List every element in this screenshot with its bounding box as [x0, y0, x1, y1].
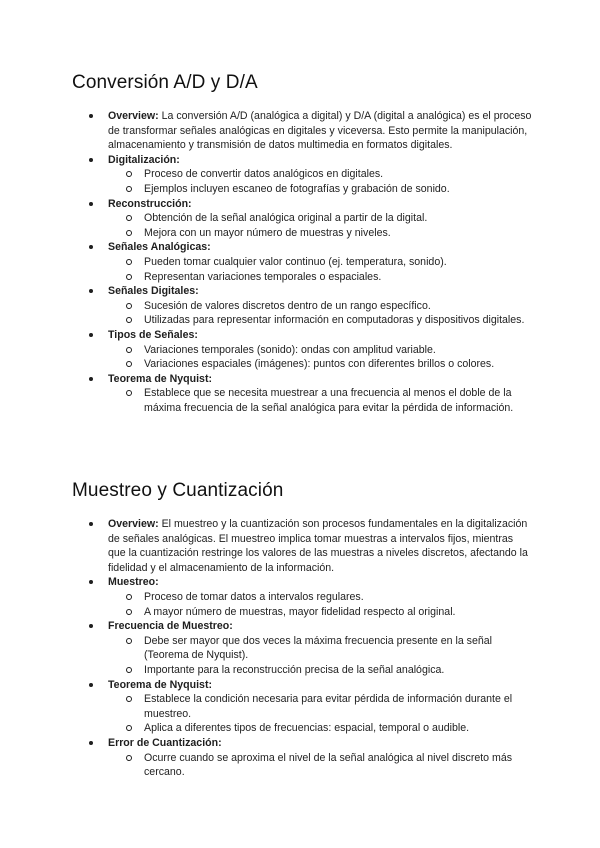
- list-item: [72, 678, 532, 736]
- item-term: Overview:: [108, 518, 159, 530]
- section-muestreo: [72, 478, 532, 780]
- list-item: [72, 284, 532, 328]
- sub-list: [108, 167, 532, 196]
- sub-item: Debe ser mayor que dos veces la máxima frecuencia presente en la señal (Teorema de Nyquist).: [108, 634, 532, 663]
- sub-item: Establece la condición necesaria para evitar pérdida de información durante el muestreo.: [108, 692, 532, 721]
- item-text: El muestreo y la cuantización son procesos fundamentales en la digitalización de señales analógicas. El muestreo implica tomar muestras a intervalos fijos, mientras que la cuantización restringe los valores de las muestras a niveles discretos, afectando la fidelidad y el almacenamiento de la información.: [108, 518, 528, 574]
- sub-item: Sucesión de valores discretos dentro de un rango específico.: [108, 299, 532, 314]
- list-item: [72, 328, 532, 372]
- sub-item: A mayor número de muestras, mayor fidelidad respecto al original.: [108, 605, 532, 620]
- item-term: Teorema de Nyquist:: [108, 372, 212, 385]
- list-item: [72, 197, 532, 241]
- list-item: [72, 153, 532, 197]
- list-item: [72, 619, 532, 677]
- section-conversion: [72, 70, 532, 415]
- list-item: [72, 372, 532, 416]
- sub-item: Ejemplos incluyen escaneo de fotografías y grabación de sonido.: [108, 182, 532, 197]
- sub-list: [108, 343, 532, 372]
- list-item: [72, 575, 532, 619]
- item-term: Overview:: [108, 110, 159, 122]
- sub-list: [108, 211, 532, 240]
- sub-item: Variaciones espaciales (imágenes): puntos con diferentes brillos o colores.: [108, 357, 532, 372]
- item-term: Señales Analógicas:: [108, 241, 211, 254]
- list-item: [72, 517, 532, 575]
- sub-list: [108, 751, 532, 780]
- list-item: [72, 109, 532, 153]
- item-term: Señales Digitales:: [108, 285, 199, 298]
- sub-list: [108, 634, 532, 678]
- sub-item: Obtención de la señal analógica original a partir de la digital.: [108, 211, 532, 226]
- sub-item: Utilizadas para representar información en computadoras y dispositivos digitales.: [108, 313, 532, 328]
- item-term: Tipos de Señales:: [108, 328, 198, 341]
- sub-item: Proceso de convertir datos analógicos en digitales.: [108, 167, 532, 182]
- bullet-list: [72, 109, 532, 415]
- section-title: Conversión A/D y D/A: [72, 72, 258, 93]
- sub-list: [108, 386, 532, 415]
- sub-item: Ocurre cuando se aproxima el nivel de la señal analógica al nivel discreto más cercano.: [108, 751, 532, 780]
- section-title: Muestreo y Cuantización: [72, 480, 284, 501]
- sub-item: Variaciones temporales (sonido): ondas con amplitud variable.: [108, 343, 532, 358]
- item-term: Reconstrucción:: [108, 197, 192, 210]
- item-term: Muestreo:: [108, 576, 159, 589]
- sub-item: Mejora con un mayor número de muestras y niveles.: [108, 226, 532, 241]
- sub-item: Representan variaciones temporales o espaciales.: [108, 270, 532, 285]
- list-item: [72, 240, 532, 284]
- sub-item: Pueden tomar cualquier valor continuo (ej. temperatura, sonido).: [108, 255, 532, 270]
- sub-item: Establece que se necesita muestrear a una frecuencia al menos el doble de la máxima frecuencia de la señal analógica para evitar la pérdida de información.: [108, 386, 532, 415]
- sub-item: Proceso de tomar datos a intervalos regulares.: [108, 590, 532, 605]
- sub-list: [108, 692, 532, 736]
- sub-item: Importante para la reconstrucción precisa de la señal analógica.: [108, 663, 532, 678]
- item-term: Teorema de Nyquist:: [108, 678, 212, 691]
- item-text: La conversión A/D (analógica a digital) y D/A (digital a analógica) es el proceso de transformar señales analógicas en digitales y viceversa. Esto permite la manipulación, almacenamiento y transmisión de datos multimedia en formatos digitales.: [108, 110, 532, 152]
- item-term: Error de Cuantización:: [108, 736, 222, 749]
- item-term: Frecuencia de Muestreo:: [108, 620, 233, 633]
- item-term: Digitalización:: [108, 153, 180, 166]
- sub-list: [108, 590, 532, 619]
- sub-list: [108, 299, 532, 328]
- sub-list: [108, 255, 532, 284]
- bullet-list: [72, 517, 532, 780]
- list-item: [72, 736, 532, 780]
- sub-item: Aplica a diferentes tipos de frecuencias: espacial, temporal o audible.: [108, 721, 532, 736]
